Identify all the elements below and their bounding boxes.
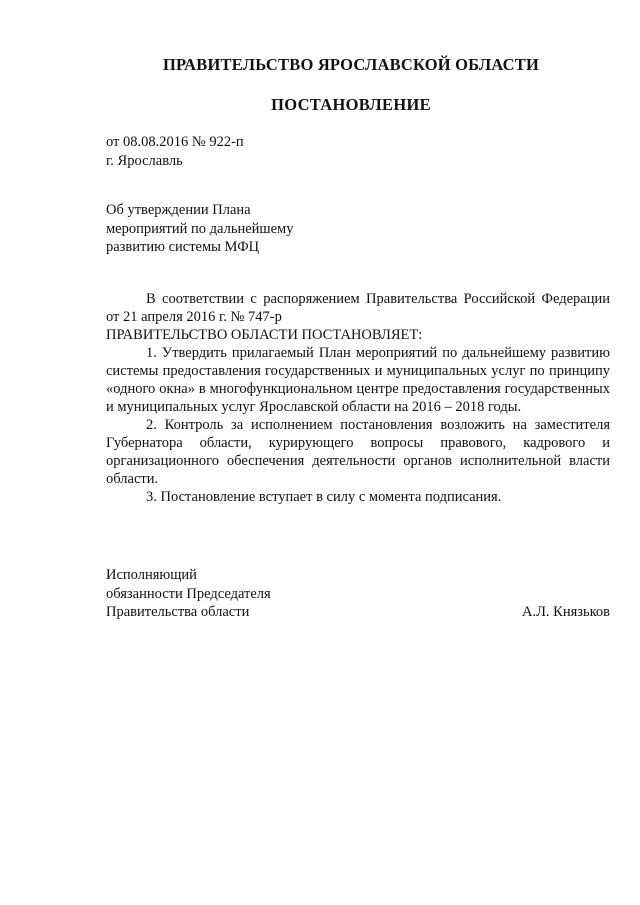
signature-block <box>106 566 610 622</box>
document-meta <box>106 133 244 171</box>
signer-title-line-3: Правительства области <box>106 604 250 620</box>
signer-name: А.Л. Князьков <box>521 604 610 620</box>
decree-line: ПРАВИТЕЛЬСТВО ОБЛАСТИ ПОСТАНОВЛЯЕТ: <box>106 327 423 343</box>
body-item-1: 1. Утвердить прилагаемый План мероприятий по дальнейшему развитию системы предоставления государственных и муниципальных услуг по принципу «одного окна» в многофункциональном центре предоставления государственных и муниципальных услуг Ярославской области на 2016 – 2018 годы. <box>106 345 610 415</box>
signer-title-line-1: Исполняющий <box>106 567 197 583</box>
body-item-3: 3. Постановление вступает в силу с момента подписания. <box>146 489 502 505</box>
signer-title-line-2: обязанности Председателя <box>106 585 271 602</box>
date-number: от 08.08.2016 № 922-п <box>106 134 244 150</box>
subject-line: Об утверждении Плана <box>106 202 251 218</box>
subject-line: мероприятий по дальнейшему <box>106 220 294 237</box>
city: г. Ярославль <box>106 153 183 169</box>
preamble-paragraph: В соответствии с распоряжением Правительства Российской Федерации от 21 апреля 2016 г. № 747-р <box>106 291 610 325</box>
government-title: ПРАВИТЕЛЬСТВО ЯРОСЛАВСКОЙ ОБЛАСТИ <box>162 55 540 74</box>
document-type-title: ПОСТАНОВЛЕНИЕ <box>271 95 431 114</box>
document-subject <box>106 201 293 257</box>
subject-line: развитию системы МФЦ <box>106 239 260 255</box>
document-body <box>106 290 610 506</box>
body-item-2: 2. Контроль за исполнением постановления возложить на заместителя Губернатора области, курирующего вопросы правового, кадрового и организационного обеспечения деятельности органов исполнительной власти области. <box>106 417 610 487</box>
signature-row <box>106 603 610 622</box>
